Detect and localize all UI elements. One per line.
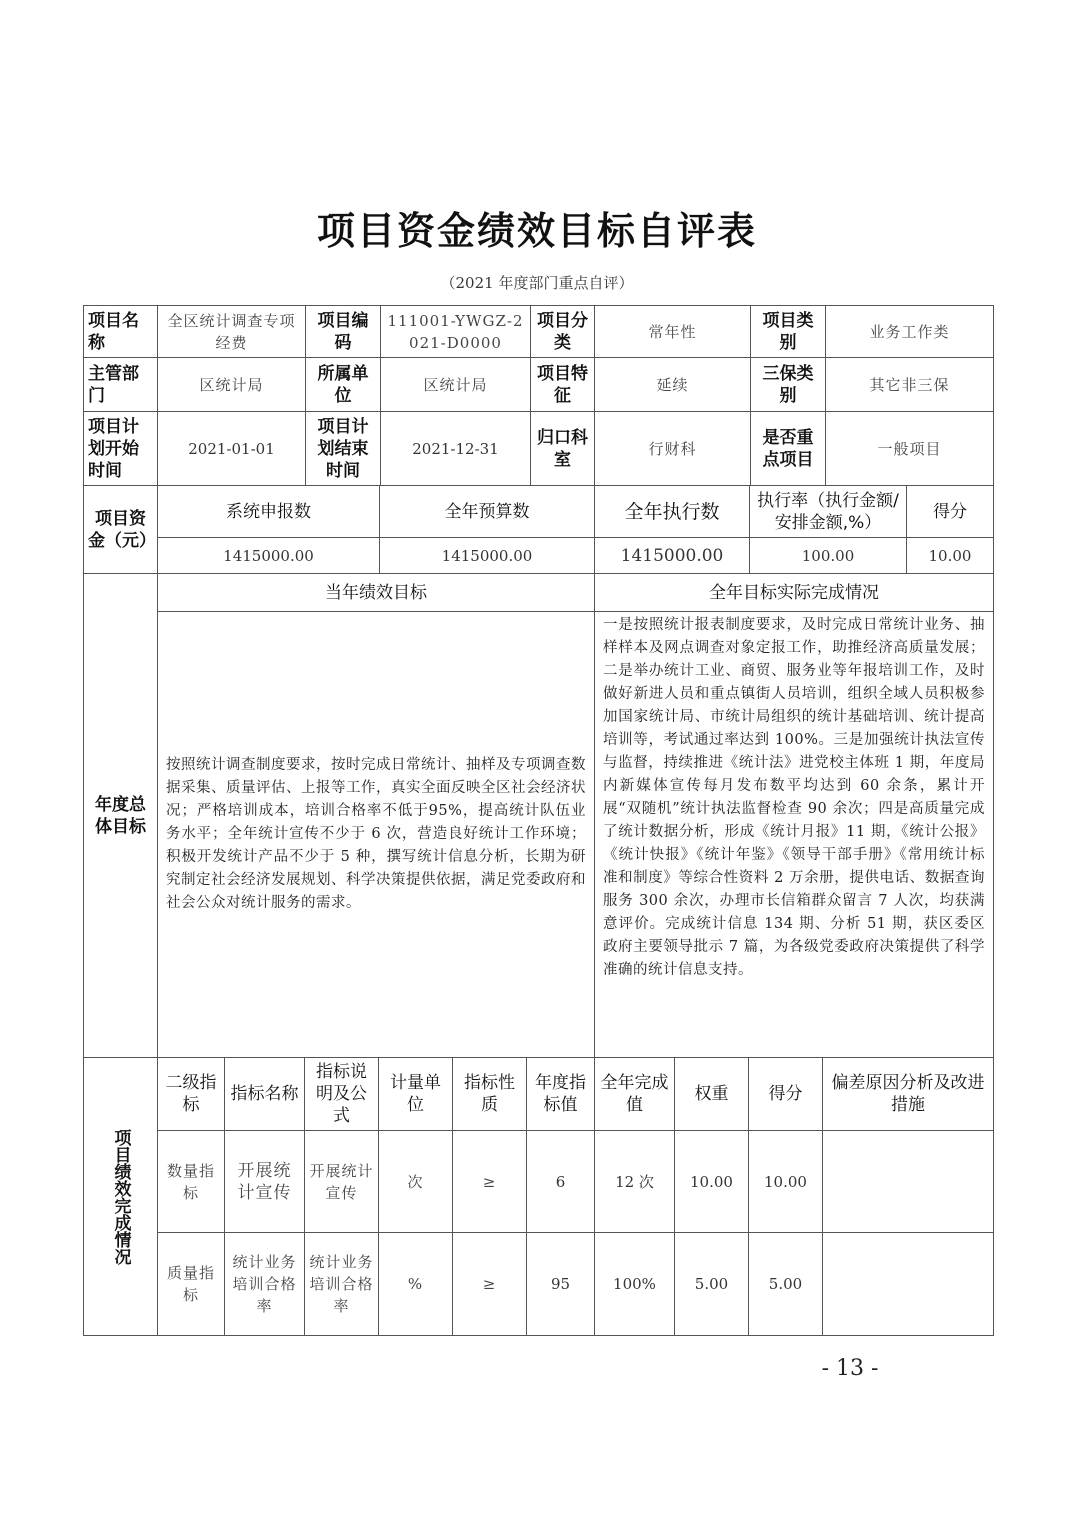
perf-cell-desc: 统计业务培训合格率 <box>305 1233 379 1336</box>
perf-cell-unit: 次 <box>379 1131 453 1233</box>
funds-budget-value: 1415000.00 <box>380 538 595 574</box>
unit-value: 区统计局 <box>381 358 531 412</box>
table-row <box>84 1233 994 1336</box>
perf-header-unit: 计量单位 <box>379 1058 453 1131</box>
funds-score-value: 10.00 <box>907 538 994 574</box>
perf-cell-level2: 数量指标 <box>158 1131 225 1233</box>
feature-label: 项目特征 <box>531 358 595 412</box>
perf-cell-name: 统计业务培训合格率 <box>225 1233 305 1336</box>
project-info-table <box>83 305 994 486</box>
perf-cell-score: 5.00 <box>749 1233 823 1336</box>
project-class-value: 常年性 <box>595 306 751 358</box>
perf-cell-name: 开展统计宣传 <box>225 1131 305 1233</box>
perf-header-target: 年度指标值 <box>527 1058 595 1131</box>
end-date-label: 项目计划结束时间 <box>306 412 381 486</box>
page-number: - 13 - <box>821 1356 879 1381</box>
perf-label-cell <box>84 1058 158 1336</box>
office-value: 行财科 <box>595 412 751 486</box>
table-row <box>84 1131 994 1233</box>
project-name-value: 全区统计调查专项经费 <box>158 306 306 358</box>
document-subtitle: （2021 年度部门重点自评） <box>440 274 634 292</box>
funds-goals-table <box>83 485 994 1058</box>
perf-header-deviation: 偏差原因分析及改进措施 <box>823 1058 994 1131</box>
project-class-label: 项目分类 <box>531 306 595 358</box>
funds-header-executed: 全年执行数 <box>595 486 750 538</box>
document-title: 项目资金绩效目标自评表 <box>316 209 757 253</box>
start-date-value: 2021-01-01 <box>158 412 306 486</box>
funds-rate-value: 100.00 <box>750 538 907 574</box>
perf-cell-unit: % <box>379 1233 453 1336</box>
key-project-value: 一般项目 <box>826 412 994 486</box>
end-date-value: 2021-12-31 <box>381 412 531 486</box>
perf-header-score: 得分 <box>749 1058 823 1131</box>
key-project-label: 是否重点项目 <box>751 412 826 486</box>
project-type-label: 项目类别 <box>751 306 826 358</box>
sanbao-value: 其它非三保 <box>826 358 994 412</box>
goal-target-text: 按照统计调查制度要求，按时完成日常统计、抽样及专项调查数据采集、质量评估、上报等工作，真实全面反映全区社会经济状况；严格培训成本，培训合格率不低于95%，提高统计队伍业务水平；全年统计宣传不少于 6 次，营造良好统计工作环境；积极开发统计产品不少于 5 种，撰写统计信息分析，长期为研究制定社会经济发展规划、科学决策提供依据，满足党委政府和社会公众对统计服务的需求。 <box>158 612 595 1058</box>
perf-cell-deviation <box>823 1233 994 1336</box>
perf-cell-target: 95 <box>527 1233 595 1336</box>
perf-header-nature: 指标性质 <box>453 1058 527 1131</box>
perf-cell-desc: 开展统计宣传 <box>305 1131 379 1233</box>
goal-target-header: 当年绩效目标 <box>158 574 595 612</box>
unit-label: 所属单位 <box>306 358 381 412</box>
perf-header-name: 指标名称 <box>225 1058 305 1131</box>
perf-header-level2: 二级指标 <box>158 1058 225 1131</box>
start-date-label: 项目计划开始时间 <box>84 412 158 486</box>
perf-header-desc: 指标说明及公式 <box>305 1058 379 1131</box>
perf-cell-level2: 质量指标 <box>158 1233 225 1336</box>
perf-cell-nature: ≥ <box>453 1131 527 1233</box>
perf-header-actual: 全年完成值 <box>595 1058 675 1131</box>
sanbao-label: 三保类别 <box>751 358 826 412</box>
perf-cell-actual: 100% <box>595 1233 675 1336</box>
perf-cell-weight: 5.00 <box>675 1233 749 1336</box>
perf-cell-actual: 12 次 <box>595 1131 675 1233</box>
office-label: 归口科室 <box>531 412 595 486</box>
perf-cell-nature: ≥ <box>453 1233 527 1336</box>
dept-label: 主管部门 <box>84 358 158 412</box>
funds-declared-value: 1415000.00 <box>158 538 380 574</box>
performance-table <box>83 1057 994 1336</box>
feature-value: 延续 <box>595 358 751 412</box>
project-code-value: 111001-YWGZ-2021-D0000 <box>381 306 531 358</box>
funds-header-budget: 全年预算数 <box>380 486 595 538</box>
perf-cell-score: 10.00 <box>749 1131 823 1233</box>
goal-actual-header: 全年目标实际完成情况 <box>595 574 994 612</box>
project-name-label: 项目名称 <box>84 306 158 358</box>
perf-label: 项目绩效完成情况 <box>110 1128 131 1265</box>
goal-actual-text: 一是按照统计报表制度要求，及时完成日常统计业务、抽样样本及网点调查对象定报工作，助推经济高质量发展；二是举办统计工业、商贸、服务业等年报培训工作，及时做好新进人员和重点镇街人员培训，组织全域人员积极参加国家统计局、市统计局组织的统计基础培训、统计提高培训等，考试通过率达到 100%。三是加强统计执法宣传与监督，持续推进《统计法》进党校主体班 1 期，年度局内新媒体宣传每月发布数平均达到 60 余条，累计开展“双随机”统计执法监督检查 90 余次；四是高质量完成了统计数据分析，形成《统计月报》11 期，《统计公报》《统计快报》《统计年鉴》《领导干部手册》《常用统计标准和制度》等综合性资料 2 万余册，提供电话、数据查询服务 300 余次，办理市长信箱群众留言 7 人次，均获满意评价。完成统计信息 134 期、分析 51 期，获区委区政府主要领导批示 7 篇，为各级党委政府决策提供了科学准确的统计信息支持。 <box>595 612 994 1058</box>
annual-goal-label: 年度总体目标 <box>84 574 158 1058</box>
project-code-label: 项目编码 <box>306 306 381 358</box>
perf-header-weight: 权重 <box>675 1058 749 1131</box>
perf-cell-weight: 10.00 <box>675 1131 749 1233</box>
dept-value: 区统计局 <box>158 358 306 412</box>
perf-cell-deviation <box>823 1131 994 1233</box>
funds-executed-value: 1415000.00 <box>595 538 750 574</box>
funds-header-declared: 系统申报数 <box>158 486 380 538</box>
funds-label: 项目资金（元） <box>84 486 158 574</box>
project-type-value: 业务工作类 <box>826 306 994 358</box>
funds-header-score: 得分 <box>907 486 994 538</box>
perf-cell-target: 6 <box>527 1131 595 1233</box>
funds-header-rate: 执行率（执行金额/安排金额,%） <box>750 486 907 538</box>
